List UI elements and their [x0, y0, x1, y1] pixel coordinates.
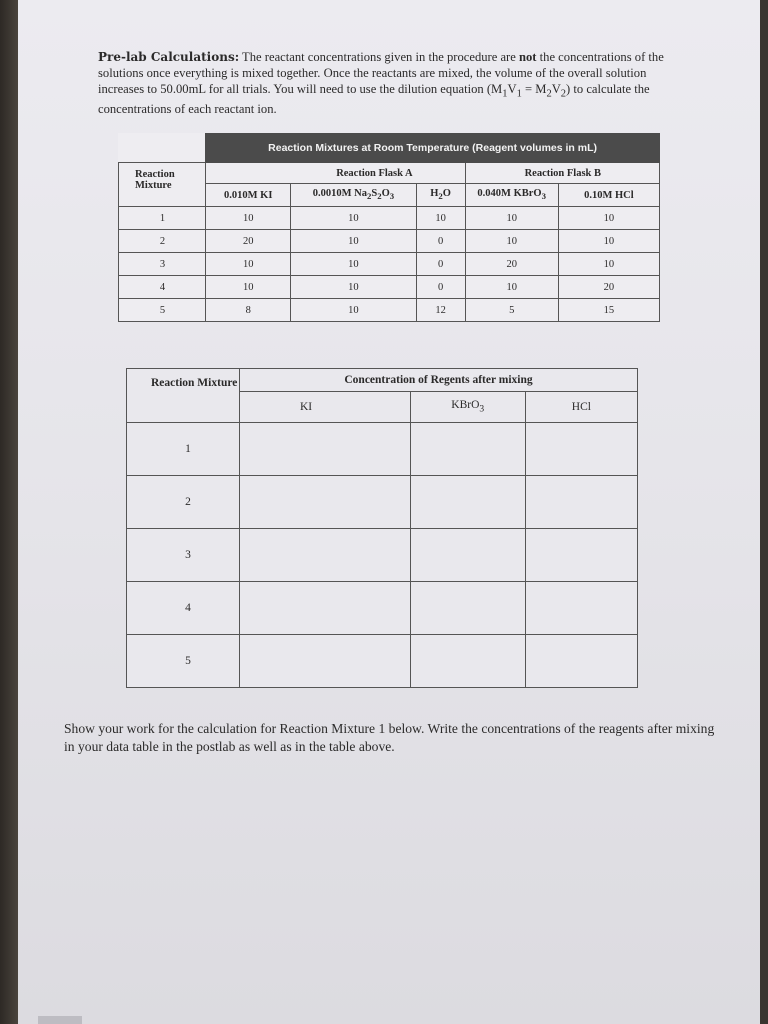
row-mixture: 5	[119, 299, 206, 322]
table2-mixture-label: Reaction Mixture	[127, 369, 240, 423]
row-mixture: 3	[119, 253, 206, 276]
table2-row	[127, 529, 638, 582]
table1-mixture-label: Reaction Mixture	[119, 163, 206, 207]
instructions-text: Show your work for the calculation for Reaction Mixture 1 below. Write the concentrations of the reagents after mixing in your data table in the postlab as well as in the table above.	[64, 721, 715, 754]
table2-row	[127, 476, 638, 529]
cell: 10	[291, 230, 416, 253]
table2-title: Concentration of Regents after mixing	[239, 369, 637, 392]
cell: 10	[558, 230, 659, 253]
cell: 10	[206, 207, 291, 230]
cell: 0	[416, 253, 465, 276]
table1-row	[119, 253, 660, 276]
col-h2o: $H_2O$	[416, 184, 465, 207]
row-mixture: 4	[127, 582, 240, 635]
table1-row	[119, 207, 660, 230]
concentration-table	[126, 368, 638, 688]
prelab-not: not	[519, 50, 537, 64]
answer-cell[interactable]	[239, 582, 410, 635]
table1-row	[119, 276, 660, 299]
answer-cell[interactable]	[239, 529, 410, 582]
col-ki: 0.010M KI	[206, 184, 291, 207]
cell: 10	[291, 253, 416, 276]
answer-cell[interactable]	[525, 582, 637, 635]
background-edge	[0, 0, 18, 1024]
answer-cell[interactable]	[525, 529, 637, 582]
table2-row	[127, 635, 638, 688]
answer-cell[interactable]	[410, 635, 525, 688]
answer-cell[interactable]	[525, 635, 637, 688]
cell: 12	[416, 299, 465, 322]
flask-b-label: Reaction Flask B	[465, 163, 659, 184]
answer-cell[interactable]	[239, 635, 410, 688]
cell: 10	[416, 207, 465, 230]
col-kbro3: 0.040M KBrO$_3$	[465, 184, 558, 207]
cell: 10	[291, 276, 416, 299]
col-hcl: 0.10M HCl	[558, 184, 659, 207]
row-mixture: 1	[127, 423, 240, 476]
prelab-text-2: the concentrations of the solutions once everything is mixed together. Once the reactants are mixed, the volume of the overall solution increases to 50.00mL for all trials. You will need to use the dilution equation (M	[98, 50, 664, 96]
cell: 20	[558, 276, 659, 299]
col-kbro3: KBrO$_3$	[410, 392, 525, 423]
cell: 0	[416, 276, 465, 299]
answer-cell[interactable]	[525, 423, 637, 476]
row-mixture: 5	[127, 635, 240, 688]
cell: 0	[416, 230, 465, 253]
row-mixture: 3	[127, 529, 240, 582]
prelab-paragraph: Pre-lab Calculations: The reactant concentrations given in the procedure are not the concentrations of the solutions once everything is mixed together. Once the reactants are mixed, the volume of the overall solution increases to 50.00mL for all trials. You will need to use the dilution equation $(M_1V_1 = M_2V_2)$ to calculate the concentrations of each reactant ion.	[98, 50, 664, 116]
cell: 20	[465, 253, 558, 276]
row-mixture: 4	[119, 276, 206, 299]
row-mixture: 2	[127, 476, 240, 529]
answer-cell[interactable]	[410, 476, 525, 529]
cell: 10	[291, 299, 416, 322]
col-ki: KI	[239, 392, 410, 423]
row-mixture: 2	[119, 230, 206, 253]
table2-row	[127, 423, 638, 476]
cell: 10	[206, 253, 291, 276]
cell: 20	[206, 230, 291, 253]
cell: 10	[291, 207, 416, 230]
prelab-text-1: The reactant concentrations given in the procedure are	[239, 50, 519, 64]
answer-cell[interactable]	[410, 529, 525, 582]
cell: 10	[465, 230, 558, 253]
answer-cell[interactable]	[239, 423, 410, 476]
cell: 5	[465, 299, 558, 322]
cell: 8	[206, 299, 291, 322]
col-hcl: HCl	[525, 392, 637, 423]
table1-row	[119, 299, 660, 322]
answer-cell[interactable]	[410, 423, 525, 476]
cell: 10	[206, 276, 291, 299]
cell: 10	[558, 207, 659, 230]
table1-row	[119, 230, 660, 253]
prelab-text-3: to calculate the concentrations of each reactant ion.	[98, 81, 650, 116]
table2-row	[127, 582, 638, 635]
row-mixture: 1	[119, 207, 206, 230]
prelab-heading: Pre-lab Calculations:	[98, 50, 240, 64]
cell: 10	[558, 253, 659, 276]
cell: 15	[558, 299, 659, 322]
table1-title: Reaction Mixtures at Room Temperature (Reagent volumes in mL)	[206, 134, 660, 163]
cell: 10	[465, 276, 558, 299]
answer-cell[interactable]	[410, 582, 525, 635]
flask-a-label: Reaction Flask A	[206, 163, 465, 184]
answer-cell[interactable]	[525, 476, 637, 529]
cell: 10	[465, 207, 558, 230]
answer-cell[interactable]	[239, 476, 410, 529]
page-corner	[38, 1016, 82, 1024]
reaction-mixtures-table	[118, 133, 660, 322]
col-na2s2o3: 0.0010M $Na_2S_2O_3$	[291, 184, 416, 207]
